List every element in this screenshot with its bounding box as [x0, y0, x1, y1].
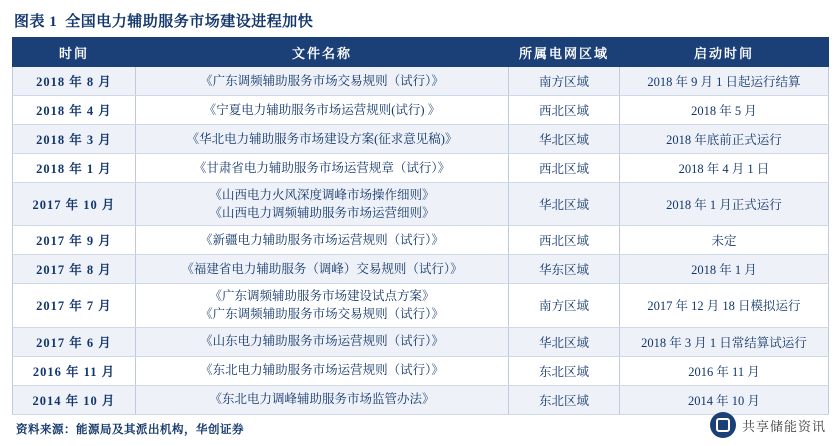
document-line: 《甘肃省电力辅助服务市场运营规章（试行）》 [193, 160, 451, 175]
cell-start-time: 2016 年 11 月 [620, 356, 829, 385]
table-row [13, 154, 829, 183]
cell-time: 2014 年 10 月 [13, 385, 136, 414]
table-body [13, 67, 829, 415]
document-line: 《山西电力火风深度调峰市场操作细则》 [209, 188, 435, 202]
cell-document-name [136, 255, 509, 284]
cube-logo-icon [710, 412, 736, 438]
cell-time: 2017 年 6 月 [13, 327, 136, 356]
document-line: 《广东调频辅助服务市场交易规则（试行）》 [200, 73, 444, 88]
source-note: 资料来源：能源局及其派出机构，华创证券 [16, 423, 244, 436]
cell-time: 2016 年 11 月 [13, 356, 136, 385]
cell-document-name [136, 96, 509, 125]
cell-time: 2017 年 8 月 [13, 255, 136, 284]
cell-document-name [136, 284, 509, 327]
cell-start-time: 2018 年 5 月 [620, 96, 829, 125]
document-line: 《福建省电力辅助服务（调峰）交易规则（试行）》 [181, 262, 463, 277]
cell-document-name [136, 67, 509, 96]
cell-time: 2018 年 3 月 [13, 125, 136, 154]
cell-region: 西北区域 [509, 96, 620, 125]
cell-time: 2018 年 8 月 [13, 67, 136, 96]
cell-start-time: 2018 年 4 月 1 日 [620, 154, 829, 183]
cell-start-time: 未定 [620, 226, 829, 255]
cell-region: 华东区域 [509, 255, 620, 284]
cell-start-time: 2018 年 3 月 1 日常结算试运行 [620, 327, 829, 356]
table-header-row [13, 38, 829, 67]
cell-time: 2017 年 7 月 [13, 284, 136, 327]
table-row [13, 96, 829, 125]
cell-time: 2018 年 4 月 [13, 96, 136, 125]
table-row [13, 183, 829, 226]
cell-time: 2018 年 1 月 [13, 154, 136, 183]
cell-document-name [136, 385, 509, 414]
watermark-badge [710, 412, 826, 438]
cell-start-time: 2018 年 1 月正式运行 [620, 183, 829, 226]
cell-start-time: 2018 年底前正式运行 [620, 125, 829, 154]
cell-start-time: 2018 年 1 月 [620, 255, 829, 284]
table-row [13, 356, 829, 385]
document-line: 《广东调频辅助服务市场建设试点方案》 [209, 289, 435, 304]
document-line: 《广东调频辅助服务市场交易规则（试行）》 [200, 307, 444, 322]
cell-region: 西北区域 [509, 226, 620, 255]
cell-time: 2017 年 10 月 [13, 183, 136, 226]
document-line: 《华北电力辅助服务市场建设方案(征求意见稿)》 [186, 131, 458, 146]
cell-region: 华北区域 [509, 125, 620, 154]
cell-region: 东北区域 [509, 356, 620, 385]
cell-document-name [136, 327, 509, 356]
figure-title-text: 全国电力辅助服务市场建设进程加快 [65, 14, 314, 30]
column-header-start-time: 启动时间 [620, 38, 829, 67]
cell-start-time: 2014 年 10 月 [620, 385, 829, 414]
column-header-time: 时间 [13, 38, 136, 67]
watermark-label: 共享储能资讯 [741, 418, 826, 434]
document-line: 《山东电力辅助服务市场运营规则（试行）》 [200, 334, 444, 349]
document-line: 《东北电力辅助服务市场运营规则（试行）》 [200, 363, 444, 378]
figure-title-label: 图表 1 [14, 14, 58, 30]
table-row [13, 327, 829, 356]
cell-region: 华北区域 [509, 327, 620, 356]
cell-region: 华北区域 [509, 183, 620, 226]
cell-document-name [136, 154, 509, 183]
table-row [13, 255, 829, 284]
cell-document-name [136, 356, 509, 385]
cell-start-time: 2018 年 9 月 1 日起运行结算 [620, 67, 829, 96]
table-row [13, 284, 829, 327]
cell-document-name [136, 226, 509, 255]
cell-region: 东北区域 [509, 385, 620, 414]
table-header [13, 38, 829, 67]
cell-start-time: 2017 年 12 月 18 日模拟运行 [620, 284, 829, 327]
document-line: 《新疆电力辅助服务市场运营规则（试行）》 [200, 233, 444, 248]
column-header-region: 所属电网区域 [509, 38, 620, 67]
policy-table [12, 37, 829, 415]
document-line: 《宁夏电力辅助服务市场运营规则(试行) 》 [203, 102, 441, 117]
cell-document-name [136, 183, 509, 226]
table-row [13, 385, 829, 414]
table-row [13, 125, 829, 154]
document-line: 《东北电力调峰辅助服务市场监管办法》 [209, 392, 435, 407]
table-row [13, 226, 829, 255]
cell-region: 南方区域 [509, 284, 620, 327]
table-row [13, 67, 829, 96]
cell-region: 西北区域 [509, 154, 620, 183]
cell-document-name [136, 125, 509, 154]
figure-title [12, 8, 828, 37]
document-line: 《山西电力调频辅助服务市场运营细则》 [209, 206, 435, 221]
column-header-document: 文件名称 [136, 38, 509, 67]
cell-time: 2017 年 9 月 [13, 226, 136, 255]
cell-region: 南方区域 [509, 67, 620, 96]
